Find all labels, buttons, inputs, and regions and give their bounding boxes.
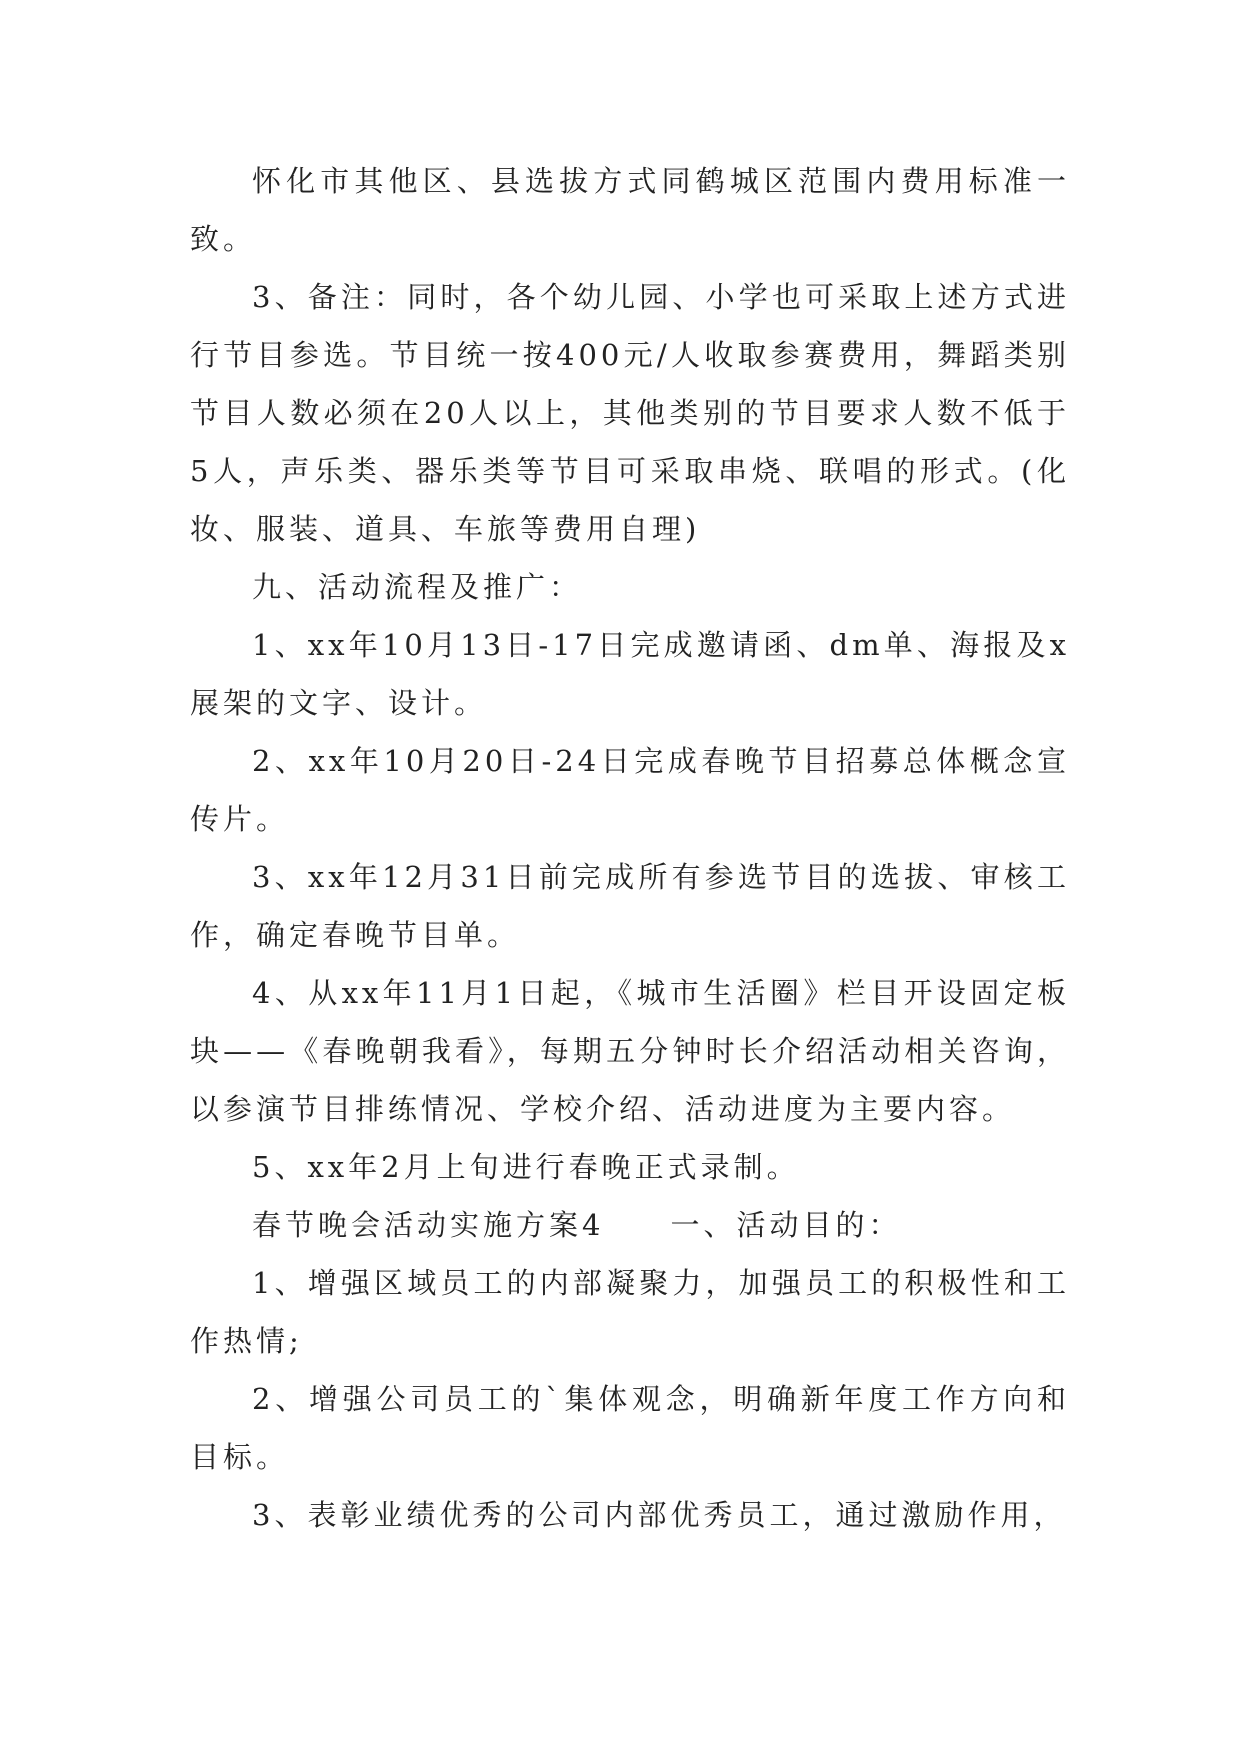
paragraph-process-3: 3、xx年12月31日前完成所有参选节目的选拔、审核工作，确定春晚节目单。: [190, 860, 1070, 952]
paragraph-purpose-2: 2、增强公司员工的`集体观念，明确新年度工作方向和目标。: [190, 1382, 1070, 1474]
paragraph-other-districts: 怀化市其他区、县选拔方式同鹤城区范围内费用标准一致。: [190, 164, 1070, 256]
section-subtitle: 一、活动目的：: [670, 1208, 902, 1242]
heading-process-promotion: 九、活动流程及推广：: [252, 570, 583, 604]
paragraph-process-1: 1、xx年10月13日-17日完成邀请函、dm单、海报及x展架的文字、设计。: [190, 628, 1070, 720]
section-heading-line: [190, 1196, 1070, 1254]
section-title: 春节晚会活动实施方案4: [252, 1208, 605, 1242]
paragraph-process-2: 2、xx年10月20日-24日完成春晚节目招募总体概念宣传片。: [190, 744, 1070, 836]
paragraph-process-5: 5、xx年2月上旬进行春晚正式录制。: [252, 1150, 800, 1184]
paragraph-process-4: 4、从xx年11月1日起，《城市生活圈》栏目开设固定板块——《春晚朝我看》，每期五分钟时长介绍活动相关咨询，以参演节目排练情况、学校介绍、活动进度为主要内容。: [190, 976, 1070, 1126]
document-body: [190, 152, 1070, 1544]
paragraph-purpose-1: 1、增强区域员工的内部凝聚力，加强员工的积极性和工作热情;: [190, 1266, 1070, 1358]
paragraph-purpose-3: 3、表彰业绩优秀的公司内部优秀员工，通过激励作用，: [252, 1498, 1067, 1532]
paragraph-note-3: 3、备注：同时，各个幼儿园、小学也可采取上述方式进行节目参选。节目统一按400元/人收取参赛费用，舞蹈类别节目人数必须在20人以上，其他类别的节目要求人数不低于5人，声乐类、器乐类等节目可采取串烧、联唱的形式。(化妆、服装、道具、车旅等费用自理): [190, 280, 1070, 546]
